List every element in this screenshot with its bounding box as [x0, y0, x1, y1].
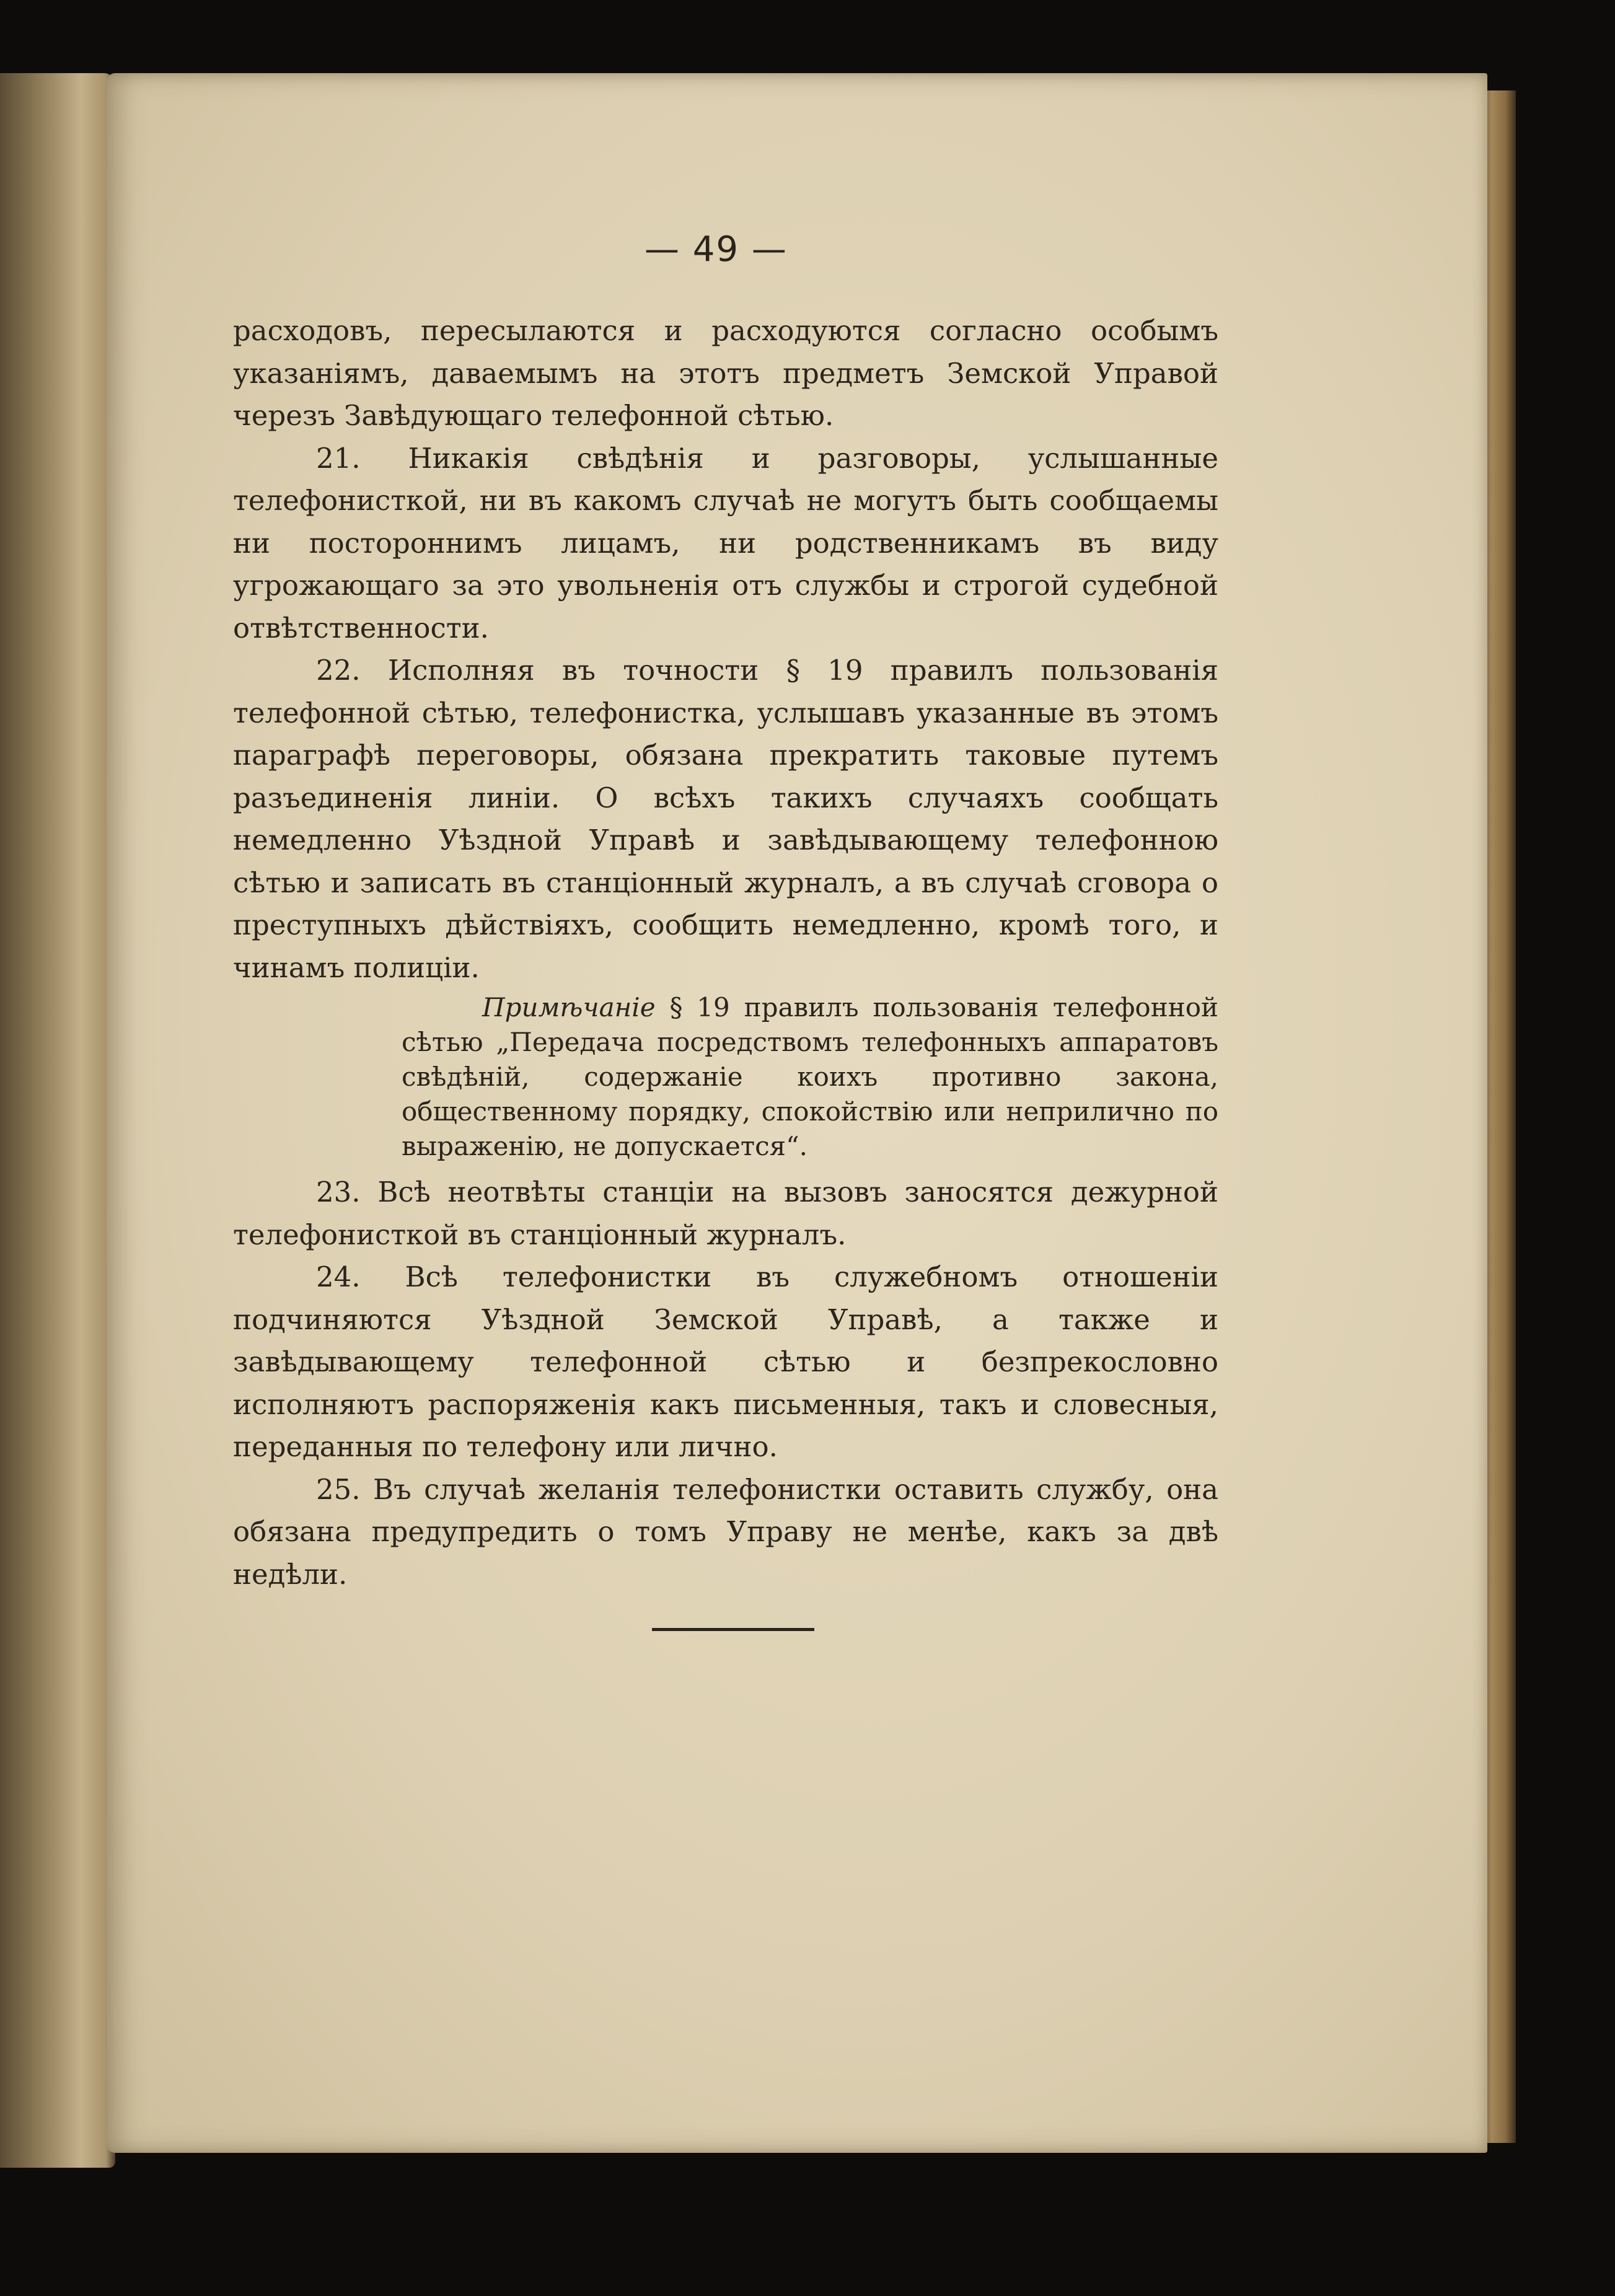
note-text: § 19 правилъ пользованія телефонной сѣтью „Передача посредствомъ телефонныхъ аппаратовъ свѣдѣній, содержаніе коихъ противно закона, общественному порядку, спокойствію или неприлично по выраженію, не допускается“.: [402, 992, 1218, 1161]
paragraph-22: 22. Исполняя въ точности § 19 правилъ пользованія телефонной сѣтью, телефонистка, услышавъ указанные въ этомъ параграфѣ переговоры, обязана прекратить таковые путемъ разъединенія линіи. О всѣхъ такихъ случаяхъ сообщать немедленно Уѣздной Управѣ и завѣдывающему телефонною сѣтью и записать въ станціонный журналъ, а въ случаѣ сговора о преступныхъ дѣйствіяхъ, сообщить немедленно, кромѣ того, и чинамъ полиціи.: [233, 654, 1218, 984]
paragraph-23: 23. Всѣ неотвѣты станціи на вызовъ заносятся дежурной телефонисткой въ станціонный журналъ.: [233, 1176, 1218, 1251]
end-rule: [652, 1628, 814, 1631]
paragraph-24: 24. Всѣ телефонистки въ служебномъ отношеніи подчиняются Уѣздной Земской Управѣ, а также и завѣдывающему телефонной сѣтью и безпрекословно исполняютъ распоряженія какъ письменныя, такъ и словесныя, переданныя по телефону или лично.: [233, 1260, 1218, 1463]
paragraph-continuation: расходовъ, пересылаются и расходуются согласно особымъ указаніямъ, даваемымъ на этотъ предметъ Земской Управой черезъ Завѣдующаго телефонной сѣтью.: [233, 314, 1218, 432]
note-block: [402, 989, 1218, 1171]
paragraph-25: 25. Въ случаѣ желанія телефонистки оставить службу, она обязана предупредить о томъ Управу не менѣе, какъ за двѣ недѣли.: [233, 1472, 1218, 1591]
page-text: [233, 310, 1218, 1596]
left-page-edge: [0, 73, 115, 2168]
page-number: — 49 —: [645, 229, 788, 270]
paragraph-21: 21. Никакія свѣдѣнія и разговоры, услышанные телефонисткой, ни въ какомъ случаѣ не могутъ быть сообщаемы ни постороннимъ лицамъ, ни родственникамъ въ виду угрожающаго за это увольненія отъ службы и строгой судебной отвѣтственности.: [233, 441, 1218, 644]
note-label: Примѣчаніе: [482, 992, 656, 1023]
